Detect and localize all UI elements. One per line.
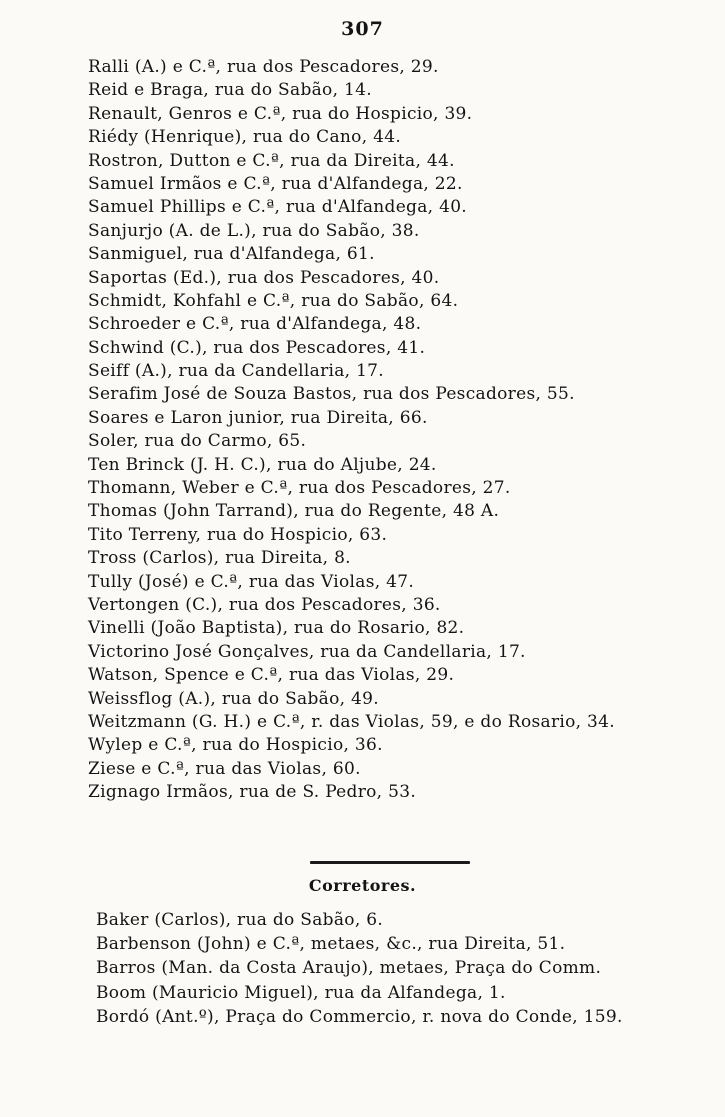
list-item: Thomann, Weber e C.ª, rua dos Pescadores, 27.	[88, 478, 511, 499]
list-item: Tully (José) e C.ª, rua das Violas, 47.	[88, 571, 415, 592]
list-item: Weissflog (A.), rua do Sabão, 49.	[88, 688, 379, 709]
list-item: Watson, Spence e C.ª, rua das Violas, 29.	[88, 665, 455, 686]
list-item: Reid e Braga, rua do Sabão, 14.	[88, 80, 372, 101]
section-title: Corretores.	[308, 876, 417, 895]
list-item: Soares e Laron junior, rua Direita, 66.	[88, 407, 428, 428]
list-item: Soler, rua do Carmo, 65.	[88, 431, 307, 452]
list-item: Thomas (John Tarrand), rua do Regente, 48 A.	[88, 501, 500, 522]
list-item: Ten Brinck (J. H. C.), rua do Aljube, 24.	[88, 454, 437, 475]
list-item: Seiff (A.), rua da Candellaria, 17.	[88, 361, 385, 382]
list-item: Wylep e C.ª, rua do Hospicio, 36.	[88, 735, 383, 756]
list-item: Rostron, Dutton e C.ª, rua da Direita, 44.	[88, 150, 455, 171]
list-item: Riédy (Henrique), rua do Cano, 44.	[88, 127, 402, 148]
list-item: Sanjurjo (A. de L.), rua do Sabão, 38.	[88, 220, 420, 241]
list-item: Serafim José de Souza Bastos, rua dos Pescadores, 55.	[88, 384, 575, 405]
list-item: Boom (Mauricio Miguel), rua da Alfandega, 1.	[96, 982, 506, 1003]
list-item: Saportas (Ed.), rua dos Pescadores, 40.	[88, 267, 440, 288]
list-item: Schmidt, Kohfahl e C.ª, rua do Sabão, 64.	[88, 290, 459, 311]
list-item: Baker (Carlos), rua do Sabão, 6.	[96, 910, 384, 930]
list-item: Victorino José Gonçalves, rua da Candellaria, 17.	[88, 641, 526, 662]
list-item: Schwind (C.), rua dos Pescadores, 41.	[88, 337, 426, 358]
list-item: Weitzmann (G. H.) e C.ª, r. das Violas, 59, e do Rosario, 34.	[88, 711, 615, 732]
list-item: Barbenson (John) e C.ª, metaes, &c., rua Direita, 51.	[96, 934, 566, 955]
list-item: Samuel Irmãos e C.ª, rua d'Alfandega, 22.	[88, 173, 463, 194]
broker-list	[96, 908, 716, 1029]
list-item: Zignago Irmãos, rua de S. Pedro, 53.	[88, 782, 417, 803]
section-divider	[310, 861, 470, 864]
list-item: Sanmiguel, rua d'Alfandega, 61.	[88, 244, 375, 265]
page-number: 307	[341, 18, 384, 40]
list-item: Barros (Man. da Costa Araujo), metaes, Praça do Comm.	[96, 958, 602, 979]
list-item: Tross (Carlos), rua Direita, 8.	[88, 548, 351, 569]
list-item: Schroeder e C.ª, rua d'Alfandega, 48.	[88, 314, 422, 335]
list-item: Bordó (Ant.º), Praça do Commercio, r. nova do Conde, 159.	[96, 1006, 623, 1027]
merchant-list	[88, 56, 708, 805]
list-item: Ralli (A.) e C.ª, rua dos Pescadores, 29.	[88, 57, 439, 77]
list-item: Renault, Genros e C.ª, rua do Hospicio, 39.	[88, 103, 473, 124]
list-item: Samuel Phillips e C.ª, rua d'Alfandega, 40.	[88, 197, 468, 218]
list-item: Vertongen (C.), rua dos Pescadores, 36.	[88, 594, 441, 615]
list-item: Ziese e C.ª, rua das Violas, 60.	[88, 758, 361, 779]
list-item: Vinelli (João Baptista), rua do Rosario, 82.	[88, 618, 465, 639]
list-item: Tito Terreny, rua do Hospicio, 63.	[88, 524, 388, 545]
